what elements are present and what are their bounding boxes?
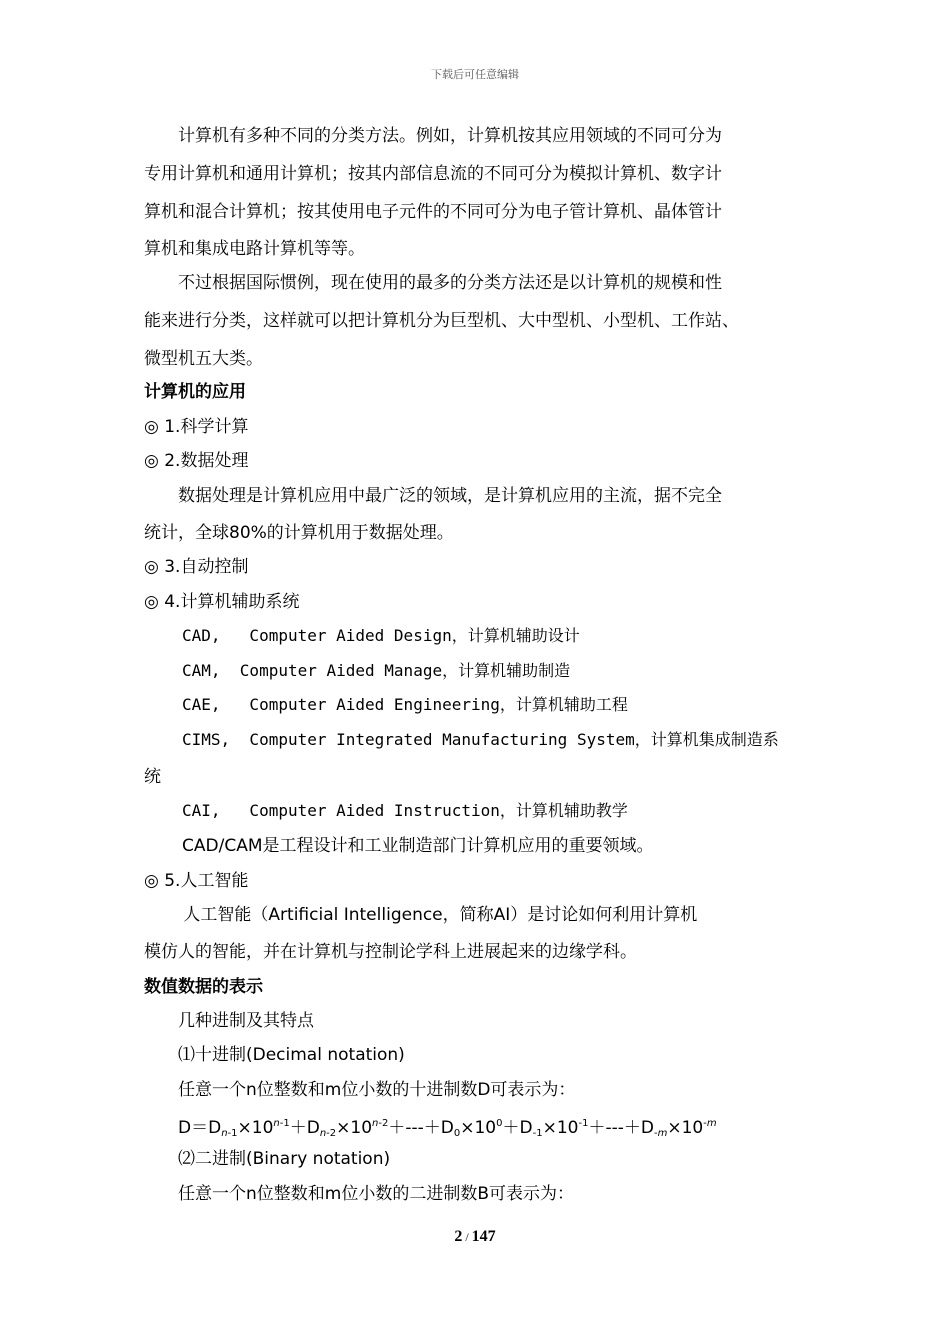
paragraph-line: 算机和集成电路计算机等等。 [144, 239, 365, 259]
section-heading: 数值数据的表示 [144, 977, 263, 997]
paragraph-line: 能来进行分类，这样就可以把计算机分为巨型机、大中型机、小型机、工作站、 [144, 311, 739, 331]
decimal-title: ⑴十进制(Decimal notation) [178, 1045, 405, 1065]
paragraph-line: 计算机有多种不同的分类方法。例如，计算机按其应用领域的不同可分为 [178, 126, 722, 146]
cae-line: CAE, Computer Aided Engineering，计算机辅助工程 [182, 695, 628, 714]
decimal-desc: 任意一个n位整数和m位小数的十进制数D可表示为： [178, 1080, 576, 1100]
list-item: ◎ 5.人工智能 [144, 871, 249, 891]
list-item: ◎ 4.计算机辅助系统 [144, 592, 300, 612]
section-heading: 计算机的应用 [144, 382, 246, 402]
paragraph-line: 统计，全球80%的计算机用于数据处理。 [144, 523, 454, 543]
page-number: 2 [454, 1228, 463, 1245]
binary-title: ⑵二进制(Binary notation) [178, 1149, 391, 1169]
paragraph-line: 人工智能（Artificial Intelligence，简称AI）是讨论如何利用计算机 [178, 905, 698, 925]
cai-line: CAI, Computer Aided Instruction，计算机辅助教学 [182, 801, 628, 820]
list-item: ◎ 2.数据处理 [144, 451, 249, 471]
list-item: ◎ 1.科学计算 [144, 417, 249, 437]
cam-line: CAM, Computer Aided Manage，计算机辅助制造 [182, 661, 571, 680]
paragraph-line: 微型机五大类。 [144, 349, 263, 369]
paragraph-line: 数据处理是计算机应用中最广泛的领域，是计算机应用的主流，据不完全 [178, 486, 722, 506]
page-header: 下载后可任意编辑 [431, 68, 519, 81]
paragraph-line: 算机和混合计算机；按其使用电子元件的不同可分为电子管计算机、晶体管计 [144, 202, 722, 222]
paragraph-line: CAD/CAM是工程设计和工业制造部门计算机应用的重要领域。 [182, 836, 654, 856]
cad-line: CAD, Computer Aided Design，计算机辅助设计 [182, 626, 580, 645]
page-footer [0, 1228, 950, 1246]
list-item: ◎ 3.自动控制 [144, 557, 249, 577]
cims-line: CIMS, Computer Integrated Manufacturing System，计算机集成制造系 [182, 730, 779, 749]
subheading: 几种进制及其特点 [178, 1011, 314, 1031]
cims-line-cont: 统 [144, 767, 161, 787]
paragraph-line: 不过根据国际惯例，现在使用的最多的分类方法还是以计算机的规模和性 [178, 273, 722, 293]
paragraph-line: 模仿人的智能，并在计算机与控制论学科上进展起来的边缘学科。 [144, 942, 637, 962]
page-separator: / [462, 1230, 472, 1244]
paragraph-line: 专用计算机和通用计算机；按其内部信息流的不同可分为模拟计算机、数字计 [144, 164, 722, 184]
page-total: 147 [471, 1228, 496, 1245]
decimal-formula: $D=D_{n-1}\times 10^{n-1}+D_{n-2}\times 10^{n-2}+---+D_0\times 10^0+D_{-1}\times 10^{-1}+---+D_{-m}\times 10^{-m}$ [178, 1118, 717, 1139]
binary-desc: 任意一个n位整数和m位小数的二进制数B可表示为： [178, 1184, 574, 1204]
